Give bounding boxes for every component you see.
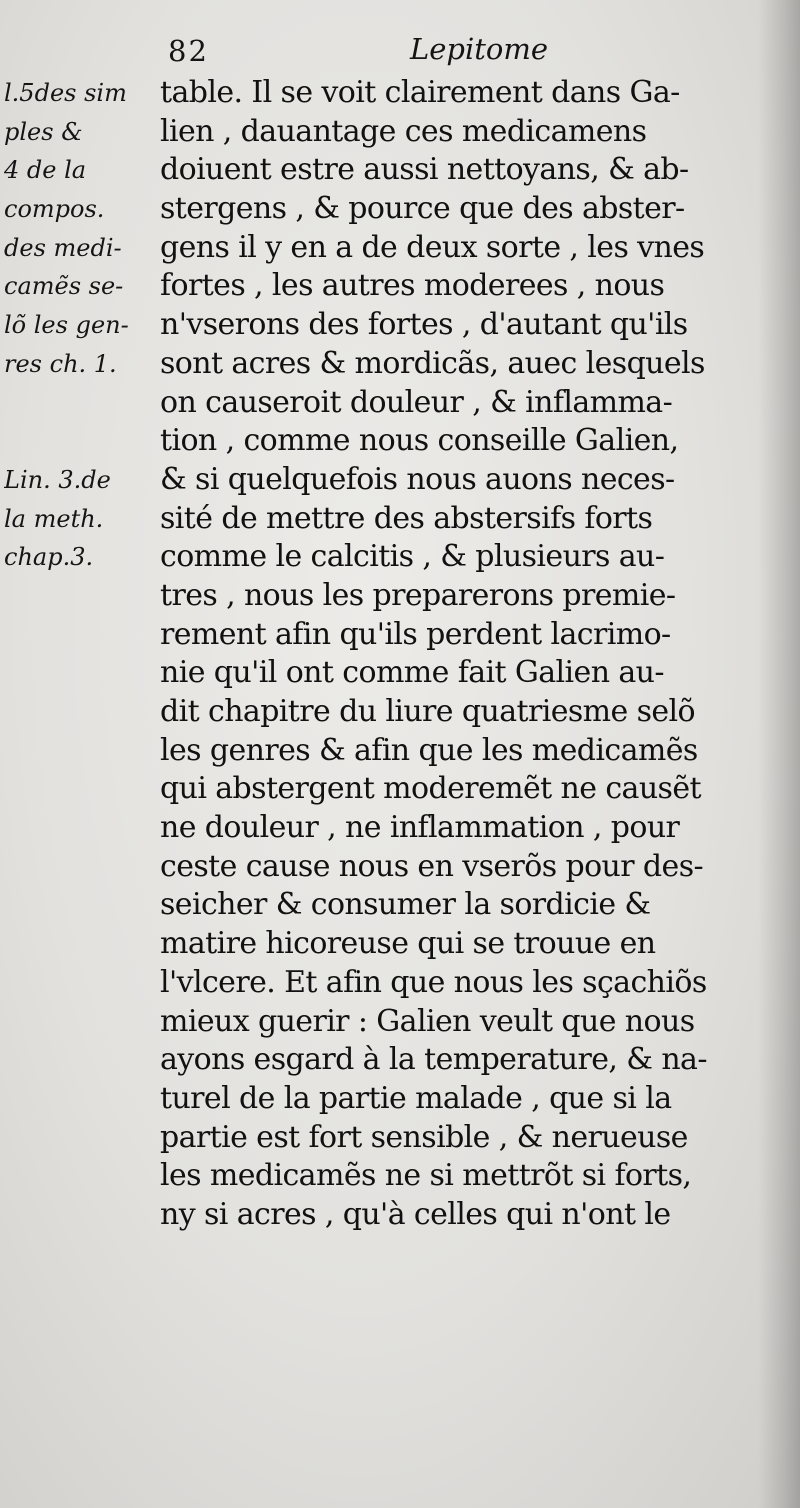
margin-notes xyxy=(4,74,164,577)
margin-note-2 xyxy=(4,461,164,577)
text-line: fortes , les autres moderees , nous xyxy=(160,268,665,304)
text-line: turel de la partie malade , que si la xyxy=(160,1080,672,1116)
page-header xyxy=(0,30,800,74)
text-line: mieux guerir : Galien veult que nous xyxy=(160,1003,695,1039)
text-line: ne douleur , ne inflammation , pour xyxy=(160,810,680,846)
margin-note-line: 4 de la xyxy=(4,156,87,185)
margin-note-1 xyxy=(4,74,164,384)
text-line: ceste cause nous en vserõs pour des- xyxy=(160,848,704,884)
text-line: rement afin qu'ils perdent lacrimo- xyxy=(160,616,671,652)
text-line: partie est fort sensible , & nerueuse xyxy=(160,1119,688,1155)
text-line: les genres & afin que les medicamẽs xyxy=(160,732,698,768)
text-line: seicher & consumer la sordicie & xyxy=(160,887,651,923)
body-text xyxy=(160,74,780,1235)
margin-note-line: compos. xyxy=(4,195,105,224)
text-line: tion , comme nous conseille Galien, xyxy=(160,423,679,459)
margin-note-line: res ch. 1. xyxy=(4,349,117,378)
text-line: stergens , & pource que des abster- xyxy=(160,191,685,227)
margin-note-line: la meth. xyxy=(4,504,104,533)
margin-note-line: chap.3. xyxy=(4,543,94,572)
page-number: 82 xyxy=(168,34,209,68)
running-head: Lepitome xyxy=(410,32,549,66)
text-line: & si quelquefois nous auons neces- xyxy=(160,461,675,497)
margin-note-line: ples & xyxy=(4,117,83,146)
text-line: l'vlcere. Et afin que nous les sçachiõs xyxy=(160,964,707,1000)
margin-note-line: des medi- xyxy=(4,233,122,262)
text-line: gens il y en a de deux sorte , les vnes xyxy=(160,229,705,265)
text-line: les medicamẽs ne si mettrõt si forts, xyxy=(160,1158,692,1194)
text-line: ny si acres , qu'à celles qui n'ont le xyxy=(160,1196,671,1232)
margin-note-line: camẽs se- xyxy=(4,272,124,301)
margin-note-line: l.5des sim xyxy=(4,79,127,107)
text-line: table. Il se voit clairement dans Ga- xyxy=(160,75,680,110)
text-line: sité de mettre des abstersifs forts xyxy=(160,500,653,536)
text-line: comme le calcitis , & plusieurs au- xyxy=(160,539,665,575)
text-line: tres , nous les preparerons premie- xyxy=(160,577,676,613)
text-line: doiuent estre aussi nettoyans, & ab- xyxy=(160,152,689,188)
text-line: nie qu'il ont comme fait Galien au- xyxy=(160,655,664,691)
text-line: n'vserons des fortes , d'autant qu'ils xyxy=(160,307,688,343)
text-line: qui abstergent moderemẽt ne causẽt xyxy=(160,771,701,807)
text-line: dit chapitre du liure quatriesme selõ xyxy=(160,694,695,729)
margin-note-line: Lin. 3.de xyxy=(4,465,111,494)
text-line: matire hicoreuse qui se trouue en xyxy=(160,926,656,962)
text-line: ayons esgard à la temperature, & na- xyxy=(160,1042,707,1078)
text-line: sont acres & mordicãs, auec lesquels xyxy=(160,345,705,381)
margin-note-line: lõ les gen- xyxy=(4,311,129,340)
text-line: lien , dauantage ces medicamens xyxy=(160,113,647,149)
text-line: on causeroit douleur , & inflamma- xyxy=(160,384,673,420)
